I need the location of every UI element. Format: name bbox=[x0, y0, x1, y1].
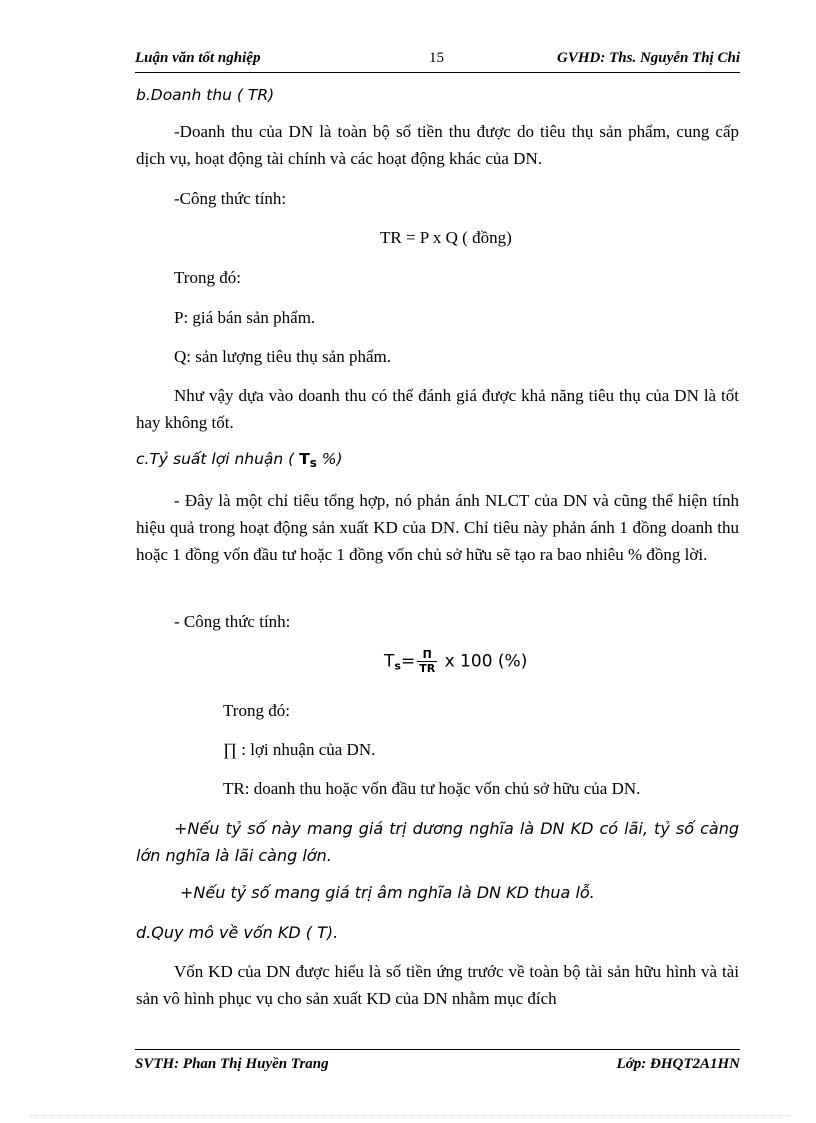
page-header bbox=[135, 50, 740, 70]
header-thesis-title: Luận văn tốt nghiệp bbox=[135, 50, 261, 66]
section-c-formula-label: - Công thức tính: bbox=[174, 612, 291, 631]
section-b-paragraph: -Doanh thu của DN là toàn bộ số tiền thu được do tiêu thụ sản phẩm, cung cấp dịch vụ, hoạt động tài chính và các hoạt động khác của DN. bbox=[136, 122, 739, 168]
definition-tr: TR: doanh thu hoặc vốn đầu tư hoặc vốn chủ sở hữu của DN. bbox=[223, 779, 641, 798]
definition-q: Q: sản lượng tiêu thụ sản phẩm. bbox=[174, 347, 391, 366]
footer-class: Lớp: ĐHQT2A1HN bbox=[616, 1056, 740, 1072]
definition-pi: ∏ : lợi nhuận của DN. bbox=[223, 740, 376, 759]
page-footer bbox=[135, 1056, 740, 1076]
page-number: 15 bbox=[429, 50, 444, 66]
section-c-where: Trong đó: bbox=[223, 701, 290, 720]
page-edge bbox=[30, 1115, 790, 1116]
section-b-heading: b.Doanh thu ( TR) bbox=[136, 86, 275, 104]
section-c-heading: c.Tỷ suất lợi nhuận ( $T_s$ %) bbox=[136, 450, 343, 470]
heading-symbol: T bbox=[299, 450, 310, 468]
header-rule bbox=[135, 72, 740, 73]
note-negative: +Nếu tỷ số mang giá trị âm nghĩa là DN KD thua lỗ. bbox=[180, 883, 595, 902]
profit-rate-formula: $T_s=$ $\frac{\Pi}{TR}$ x 100 (%) bbox=[384, 648, 528, 675]
section-d-heading: d.Quy mô về vốn KD ( T). bbox=[136, 923, 339, 942]
section-b-where: Trong đó: bbox=[174, 268, 241, 287]
section-b-formula-label: -Công thức tính: bbox=[174, 189, 287, 208]
header-advisor: GVHD: Ths. Nguyễn Thị Chi bbox=[557, 50, 740, 66]
footer-rule bbox=[135, 1049, 740, 1050]
section-b-conclusion: Như vậy dựa vào doanh thu có thể đánh giá được khả năng tiêu thụ của DN là tốt hay không tốt. bbox=[136, 386, 739, 432]
section-d-paragraph: Vốn KD của DN được hiểu là số tiền ứng trước về toàn bộ tài sản hữu hình và tài sản vô hình phục vụ cho sản xuất KD của DN nhằm mục đích bbox=[136, 962, 739, 1008]
note-positive: +Nếu tỷ số này mang giá trị dương nghĩa là DN KD có lãi, tỷ số càng lớn nghĩa là lãi càng lớn. bbox=[136, 819, 739, 865]
footer-student: SVTH: Phan Thị Huyền Trang bbox=[135, 1056, 329, 1072]
definition-p: P: giá bán sản phẩm. bbox=[174, 308, 316, 327]
section-c-paragraph: - Đây là một chỉ tiêu tổng hợp, nó phản ánh NLCT của DN và cũng thể hiện tính hiệu quả trong hoạt động sản xuất KD của DN. Chỉ tiêu này phản ánh 1 đồng doanh thu hoặc 1 đồng vốn đầu tư hoặc 1 đồng vốn chủ sở hữu sẽ tạo ra bao nhiêu % đồng lời. bbox=[136, 491, 739, 564]
revenue-formula: TR = P x Q ( đồng) bbox=[380, 228, 512, 247]
formula-fraction: $\frac{\Pi}{TR}$ bbox=[419, 648, 436, 675]
